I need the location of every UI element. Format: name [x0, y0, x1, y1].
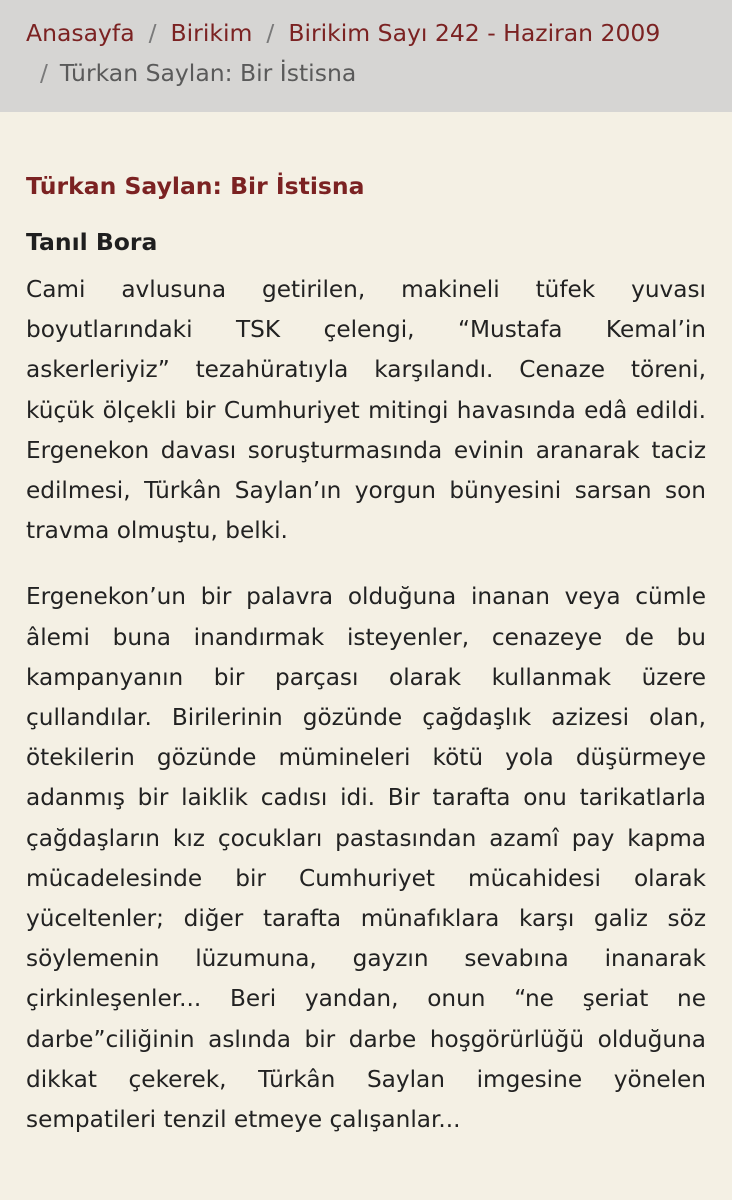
breadcrumb-home-link[interactable]: Anasayfa	[26, 19, 135, 47]
breadcrumb-separator: /	[148, 19, 157, 47]
breadcrumb-current-page: Türkan Saylan: Bir İstisna	[59, 59, 357, 87]
breadcrumb-separator: /	[40, 59, 48, 87]
article-paragraph: Cami avlusuna getirilen, makineli tüfek yuvası boyutlarındaki TSK çelengi, “Mustafa Kemal’in askerleriyiz” tezahüratıyla karşılandı. Cenaze töreni, küçük ölçekli bir Cumhuriyet mitingi havasında edâ edildi. Ergenekon davası soruşturmasında evinin aranarak taciz edilmesi, Türkân Saylan’ın yorgun bünyesini sarsan son travma olmuştu, belki.	[26, 276, 706, 545]
article-author: Tanıl Bora	[26, 228, 158, 256]
breadcrumb-line-1	[26, 13, 706, 53]
article-paragraph: Ergenekon’un bir palavra olduğuna inanan veya cümle âlemi buna inandırmak isteyenler, cenazeye de bu kampanyanın bir parçası olarak kullanmak üzere çullandılar. Birilerinin gözünde çağdaşlık azizesi olan, ötekilerin gözünde mümineleri kötü yola düşürmeye adanmış bir laiklik cadısı idi. Bir tarafta onu tarikatlarla çağdaşların kız çocukları pastasından azamî pay kapma mücadelesinde bir Cumhuriyet mücahidesi olarak yüceltenler; diğer tarafta münafıklara karşı galiz söz söylemenin lüzumuna, gayzın sevabına inanarak çirkinleşenler... Beri yandan, onun “ne şeriat ne darbe”ciliğinin aslında bir darbe hoşgörürlüğü olduğuna dikkat çekerek, Türkân Saylan imgesine yönelen sempatileri tenzil etmeye çalışanlar...	[26, 583, 706, 1134]
article-title: Türkan Saylan: Bir İstisna	[26, 172, 365, 200]
breadcrumb-issue-link[interactable]: Birikim Sayı 242 - Haziran 2009	[288, 19, 661, 47]
breadcrumb-section-link[interactable]: Birikim	[170, 19, 253, 47]
breadcrumb-line-2	[26, 53, 706, 93]
breadcrumb	[0, 0, 732, 112]
breadcrumb-separator: /	[266, 19, 275, 47]
article-body	[26, 270, 706, 1140]
article	[0, 112, 732, 1140]
